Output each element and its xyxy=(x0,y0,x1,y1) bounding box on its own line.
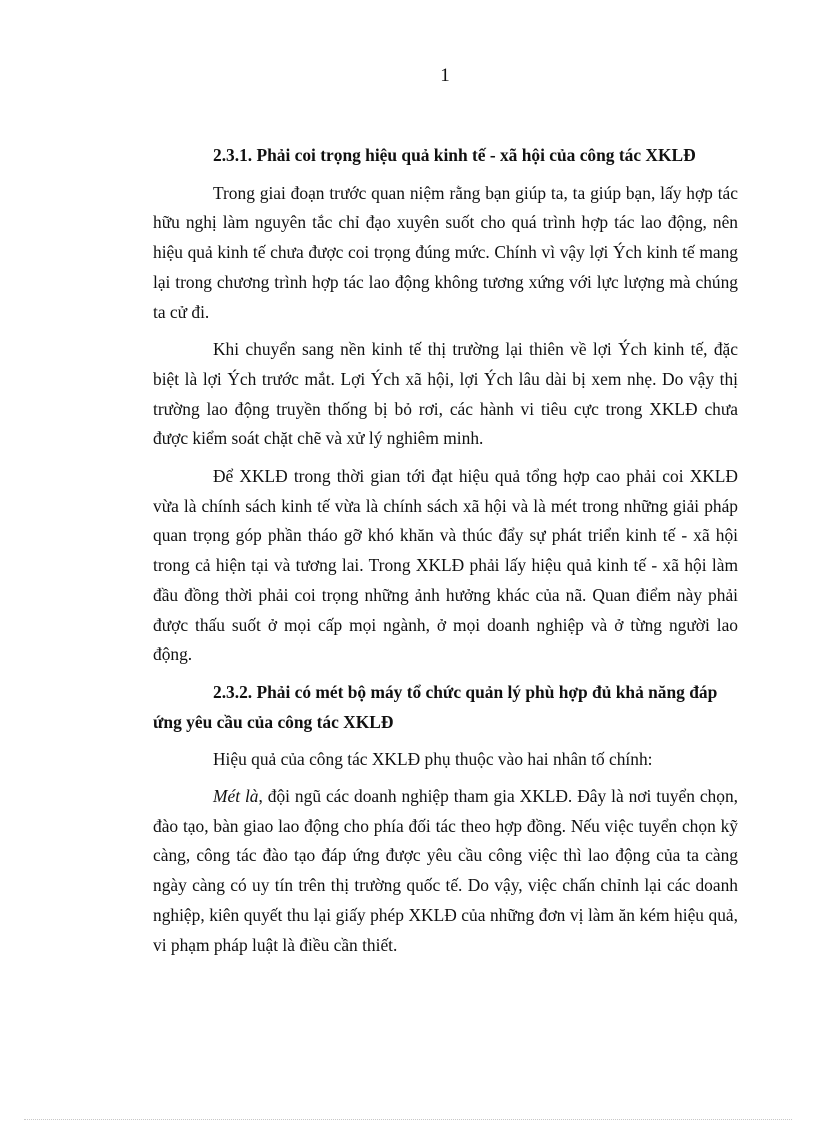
paragraph-2: Khi chuyển sang nền kinh tế thị trường lại thiên về lợi Ých kinh tế, đặc biệt là lợi Ých trước mắt. Lợi Ých xã hội, lợi Ých lâu dài bị xem nhẹ. Do vậy thị trường lao động truyền thống bị bỏ rơi, các hành vi tiêu cực trong XKLĐ chưa được kiểm soát chặt chẽ và xử lý nghiêm minh. xyxy=(153,339,738,449)
paragraph-intro: Hiệu quả của công tác XKLĐ phụ thuộc vào hai nhân tố chính: xyxy=(213,749,653,770)
page-bottom-divider xyxy=(24,1119,792,1120)
point-1-text: , đội ngũ các doanh nghiệp tham gia XKLĐ. Đây là nơi tuyển chọn, đào tạo, bàn giao lao động cho phía đối tác theo hợp đồng. Nếu việc tuyển chọn kỹ càng, công tác đào tạo đáp ứng được yêu cầu công việc thì lao động của ta càng ngày càng có uy tín trên thị trường quốc tế. Do vậy, việc chấn chỉnh lại các doanh nghiệp, kiên quyết thu lại giấy phép XKLĐ của những đơn vị làm ăn kém hiệu quả, vi phạm pháp luật là điều cần thiết. xyxy=(153,786,738,955)
section-heading-2-3-1: 2.3.1. Phải coi trọng hiệu quả kinh tế - xã hội của công tác XKLĐ xyxy=(213,145,696,165)
paragraph-1: Trong giai đoạn trước quan niệm rằng bạn giúp ta, ta giúp bạn, lấy hợp tác hữu nghị làm nguyên tắc chỉ đạo xuyên suốt cho quá trình hợp tác lao động, nên hiệu quả kinh tế chưa được coi trọng đúng mức. Chính vì vậy lợi Ých kinh tế mang lại trong chương trình hợp tác lao động không tương xứng với lực lượng mà chúng ta cử đi. xyxy=(153,182,738,322)
point-1-lead: Mét là xyxy=(213,786,259,807)
paragraph-point-1 xyxy=(153,782,738,960)
page-number: 1 xyxy=(440,65,450,86)
section-heading-2-3-2: 2.3.2. Phải có mét bộ máy tổ chức quản lý phù hợp đủ khả năng đáp ứng yêu cầu của công tác XKLĐ xyxy=(153,681,718,732)
paragraph-3: Để XKLĐ trong thời gian tới đạt hiệu quả tổng hợp cao phải coi XKLĐ vừa là chính sách kinh tế vừa là chính sách xã hội và là mét trong những giải pháp quan trọng góp phần tháo gỡ khó khăn và thúc đẩy sự phát triển kinh tế - xã hội trong cả hiện tại và tương lai. Trong XKLĐ phải lấy hiệu quả kinh tế - xã hội làm đầu đồng thời phải coi trọng những ảnh hưởng khác của nã. Quan điểm này phải được thấu suốt ở mọi cấp mọi ngành, ở mọi doanh nghiệp và ở từng người lao động. xyxy=(153,466,738,665)
document-body xyxy=(153,141,738,968)
